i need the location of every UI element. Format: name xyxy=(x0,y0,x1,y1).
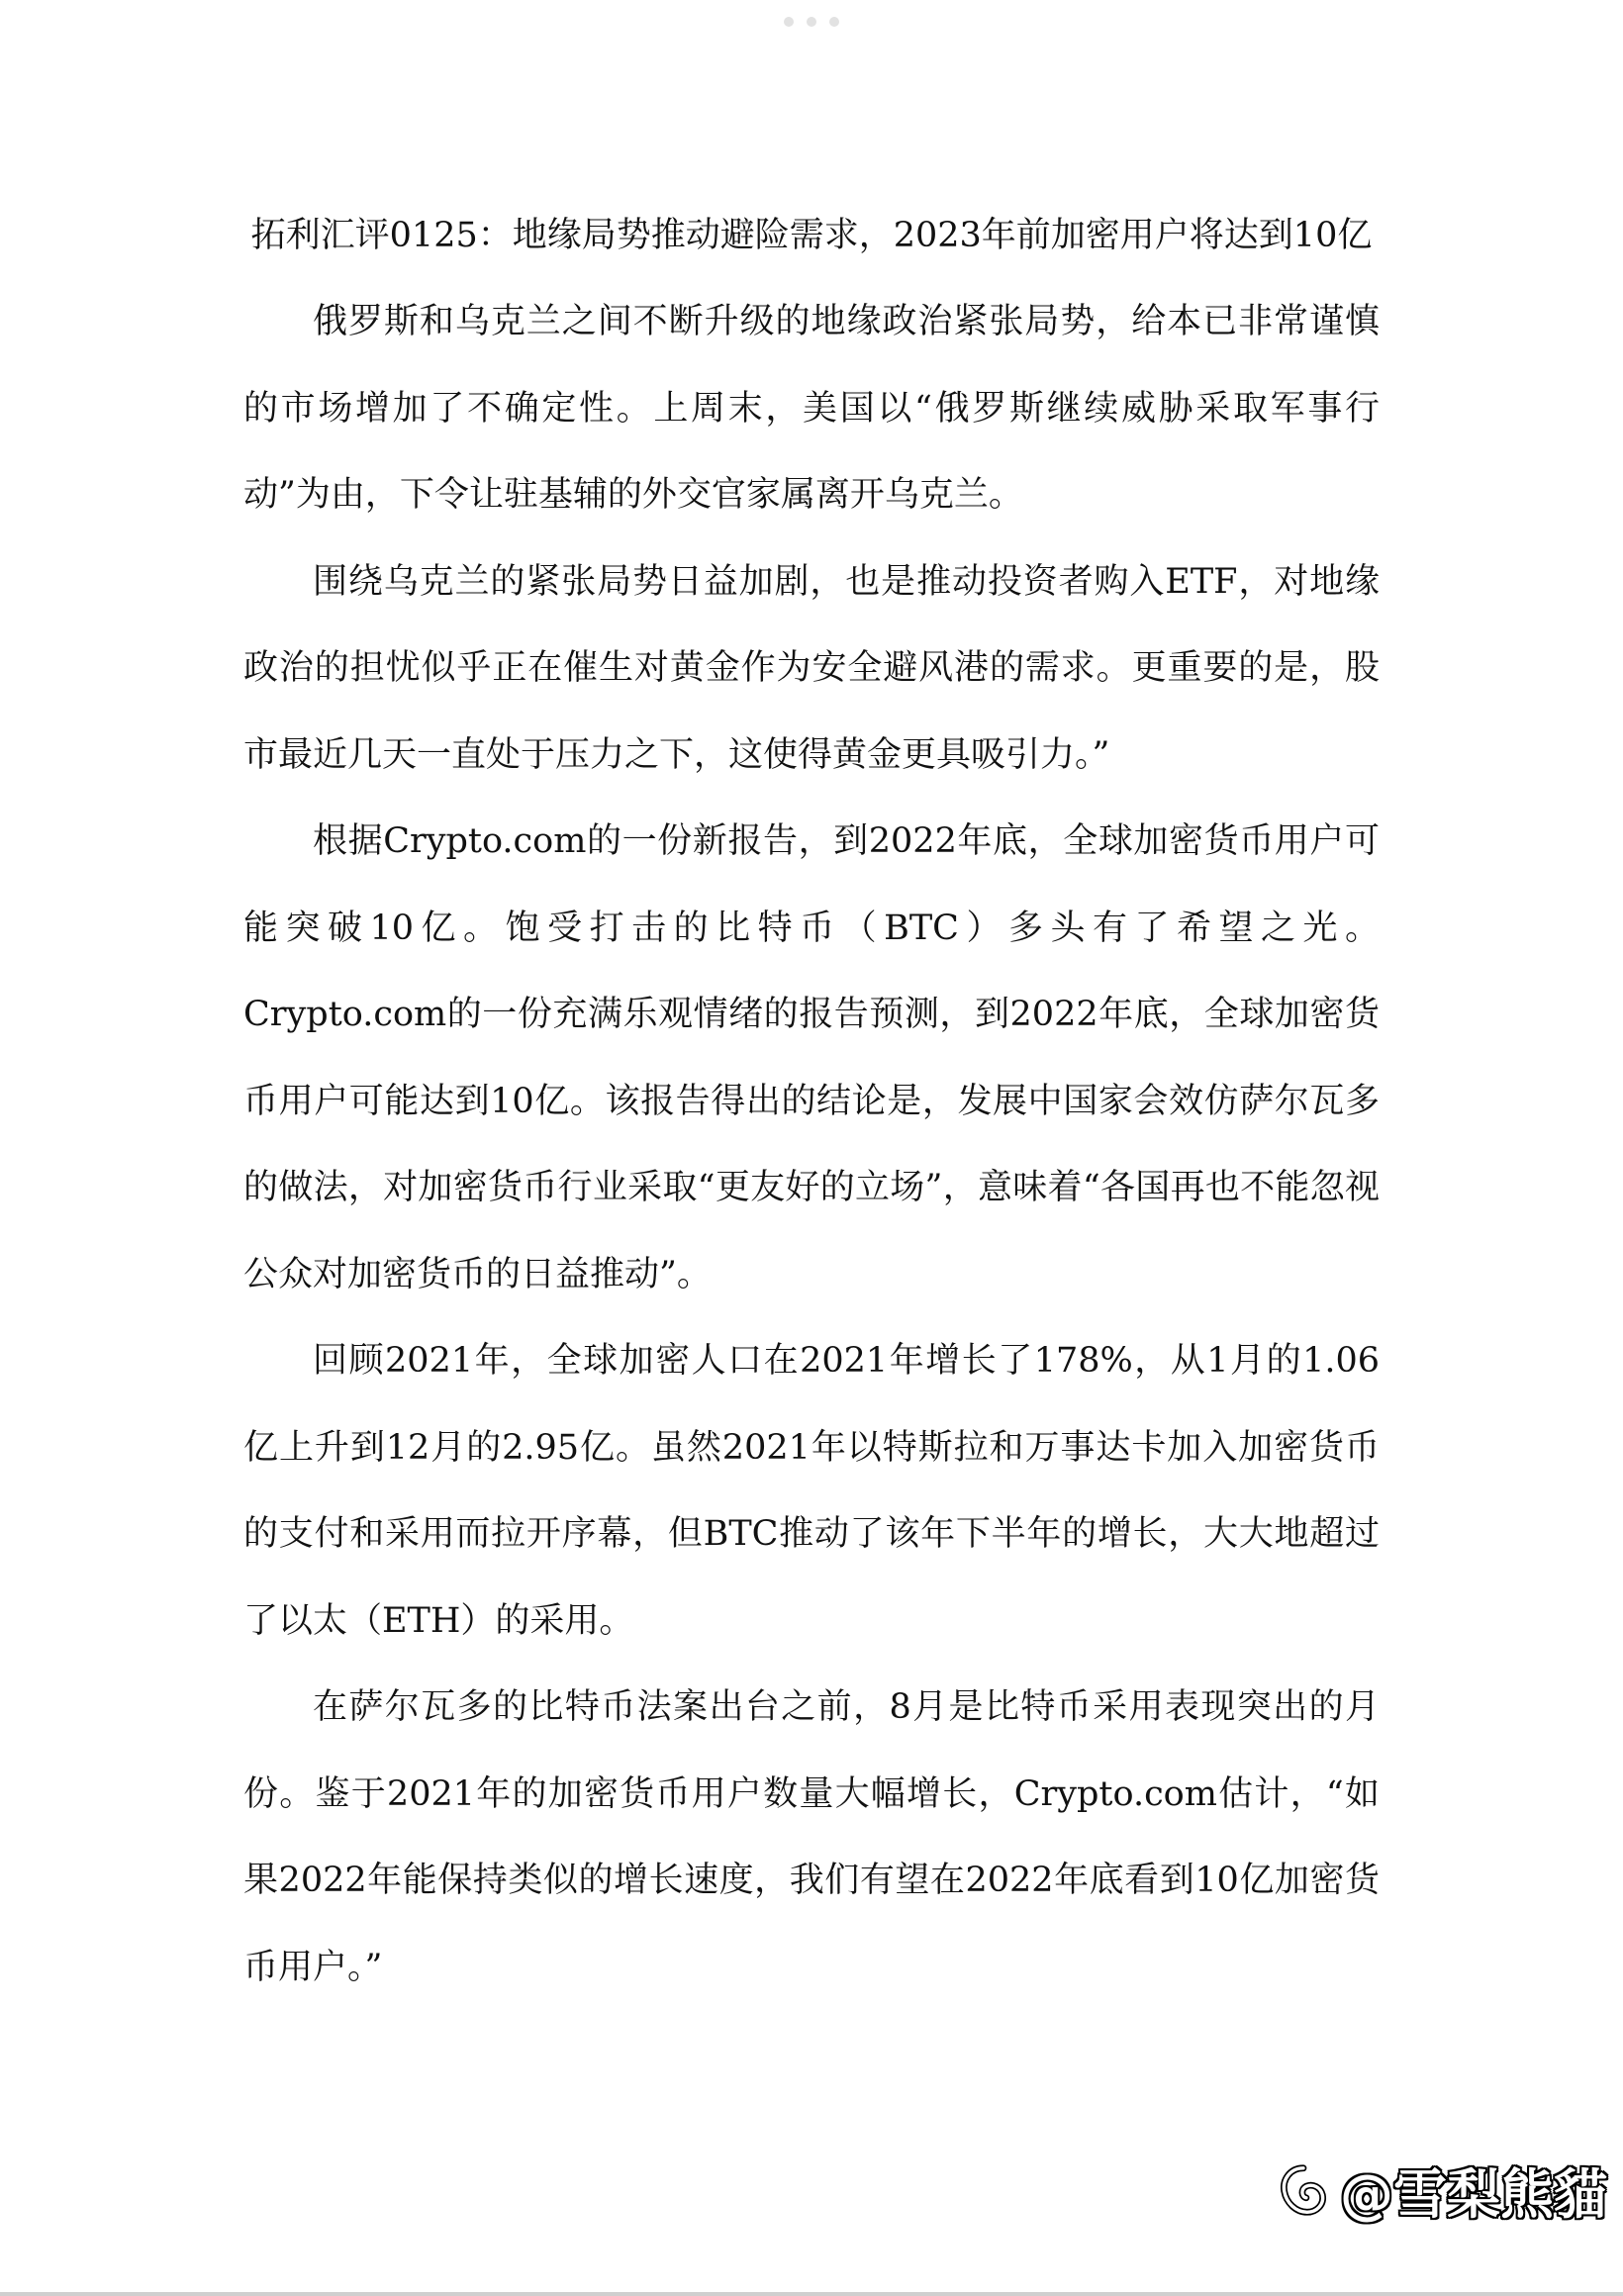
watermark xyxy=(1275,2152,1607,2229)
paragraph-5: 在萨尔瓦多的比特币法案出台之前，8月是比特币采用表现突出的月份。鉴于2021年的加密货币用户数量大幅增长，Crypto.com估计，“如果2022年能保持类似的增长速度，我们有望在2022年底看到10亿加密货币用户。” xyxy=(243,1687,1380,1987)
paragraph-3: 根据Crypto.com的一份新报告，到2022年底，全球加密货币用户可能突破10亿。饱受打击的比特币（BTC）多头有了希望之光。Crypto.com的一份充满乐观情绪的报告预测，到2022年底，全球加密货币用户可能达到10亿。该报告得出的结论是，发展中国家会效仿萨尔瓦多的做法，对加密货币行业采取“更友好的立场”，意味着“各国再也不能忽视公众对加密货币的日益推动”。 xyxy=(243,821,1380,1294)
indicator-dot xyxy=(807,17,816,27)
indicator-dot xyxy=(829,17,839,27)
watermark-text: @雪梨熊貓 xyxy=(1340,2163,1607,2226)
xueqiu-logo-icon xyxy=(1275,2162,1332,2220)
paragraph-4: 回顾2021年，全球加密人口在2021年增长了178%，从1月的1.06亿上升到12月的2.95亿。虽然2021年以特斯拉和万事达卡加入加密货币的支付和采用而拉开序幕，但BTC推动了该年下半年的增长，大大地超过了以太（ETH）的采用。 xyxy=(243,1341,1380,1641)
paragraph-2: 围绕乌克兰的紧张局势日益加剧，也是推动投资者购入ETF，对地缘政治的担忧似乎正在催生对黄金作为安全避风港的需求。更重要的是，股市最近几天一直处于压力之下，这使得黄金更具吸引力。” xyxy=(243,561,1380,775)
paragraph-1: 俄罗斯和乌克兰之间不断升级的地缘政治紧张局势，给本已非常谨慎的市场增加了不确定性。上周末，美国以“俄罗斯继续威胁采取军事行动”为由，下令让驻基辅的外交官家属离开乌克兰。 xyxy=(243,302,1380,515)
page-bottom-divider xyxy=(0,2292,1623,2296)
document-title: 拓利汇评0125：地缘局势推动避险需求，2023年前加密用户将达到10亿 xyxy=(250,216,1373,255)
indicator-dot xyxy=(784,17,794,27)
page-indicator-dots xyxy=(784,14,839,30)
document-body xyxy=(243,193,1380,2011)
